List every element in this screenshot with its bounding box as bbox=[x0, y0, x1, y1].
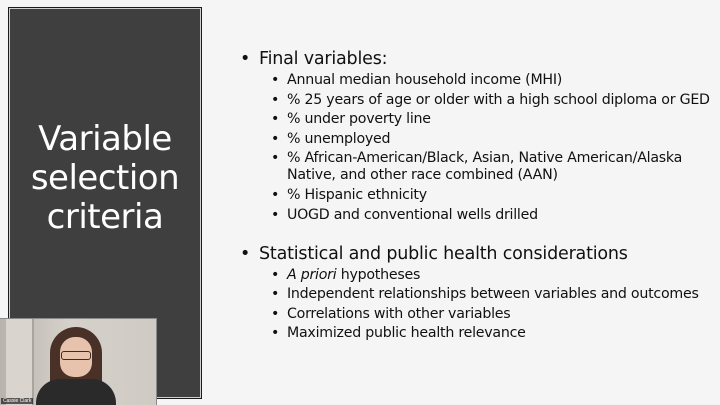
list-item: • Annual median household income (MHI) bbox=[287, 72, 716, 89]
list-item: • % under poverty line bbox=[287, 111, 716, 128]
presenter-body bbox=[36, 379, 116, 405]
slide-title-line-3: criteria bbox=[46, 197, 164, 237]
a-priori-text: A priori bbox=[287, 266, 337, 283]
slide-title-line-1: Variable bbox=[38, 119, 172, 159]
list-item: • Independent relationships between variables and outcomes bbox=[287, 286, 716, 303]
list-item bbox=[287, 267, 716, 284]
list-item: • % Hispanic ethnicity bbox=[287, 187, 716, 204]
hypotheses-text: hypotheses bbox=[336, 266, 421, 283]
webcam-door bbox=[6, 319, 34, 405]
slide-title-line-2: selection bbox=[30, 158, 180, 198]
section-heading-statistical: • Statistical and public health considerations bbox=[238, 243, 716, 265]
slide-content bbox=[238, 48, 716, 345]
statistical-considerations-list bbox=[238, 267, 716, 343]
list-item-line-2: Native, and other race combined (AAN) bbox=[287, 167, 558, 184]
section-statistical-considerations bbox=[238, 243, 716, 343]
slide-title bbox=[9, 120, 201, 237]
participant-name-label: Cassie Clark bbox=[3, 398, 32, 404]
section-heading-final-variables: • Final variables: bbox=[238, 48, 716, 70]
list-item: • UOGD and conventional wells drilled bbox=[287, 207, 716, 224]
final-variables-list bbox=[238, 72, 716, 224]
list-item: • % 25 years of age or older with a high school diploma or GED bbox=[287, 92, 716, 109]
webcam-video-feed[interactable] bbox=[0, 318, 157, 405]
section-final-variables bbox=[238, 48, 716, 224]
list-item: • Correlations with other variables bbox=[287, 306, 716, 323]
list-item bbox=[287, 150, 716, 184]
list-item: • Maximized public health relevance bbox=[287, 325, 716, 342]
list-item-line-1: • % African-American/Black, Asian, Native American/Alaska bbox=[287, 150, 683, 167]
list-item: • % unemployed bbox=[287, 131, 716, 148]
presenter-glasses bbox=[61, 351, 91, 360]
